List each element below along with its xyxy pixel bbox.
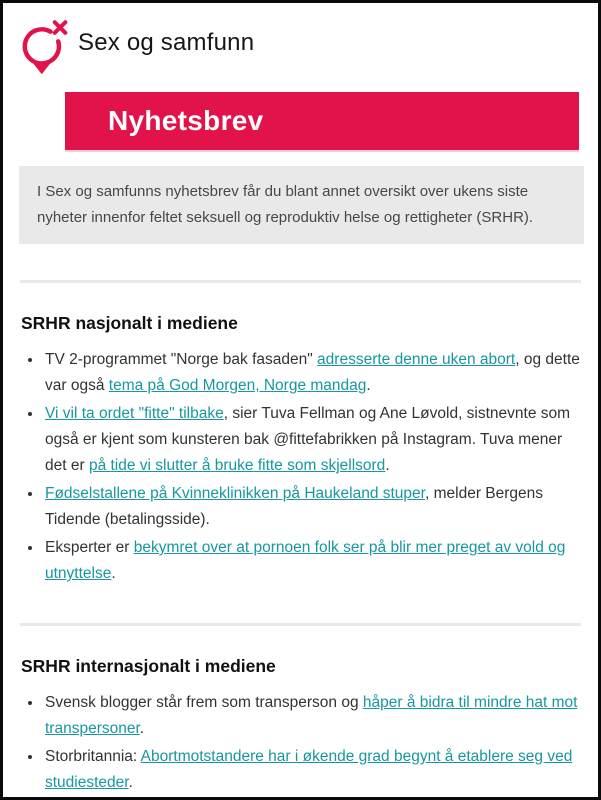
section-title-national: SRHR nasjonalt i mediene xyxy=(21,313,238,333)
news-text: . xyxy=(366,377,371,394)
section-title-international: SRHR internasjonalt i mediene xyxy=(21,656,276,676)
section-divider xyxy=(20,623,581,626)
section-international xyxy=(3,656,598,796)
news-text: . xyxy=(139,720,145,737)
news-item xyxy=(43,744,580,796)
news-text: . xyxy=(128,774,133,791)
brand-name: Sex og samfunn xyxy=(78,29,255,56)
news-text: , sier Tuva Fellman og Ane Løvold, sistnevnte som også er kjent som kunsteren bak @fittefabrikken på Instagram. Tuva mener det er xyxy=(45,405,571,474)
brand-header xyxy=(19,14,598,76)
news-text: , melder Bergens Tidende (betalingsside). xyxy=(45,485,544,528)
newsletter-banner xyxy=(65,92,579,150)
news-text: Storbritannia: xyxy=(45,748,141,765)
news-text: TV 2-programmet "Norge bak fasaden" xyxy=(45,351,318,368)
news-list-national xyxy=(21,347,580,587)
news-item xyxy=(43,690,580,742)
news-text: Eksperter er xyxy=(45,539,134,556)
section-national xyxy=(3,313,598,587)
gender-symbol-icon xyxy=(19,14,71,76)
news-item xyxy=(43,481,580,533)
section-divider xyxy=(20,280,581,283)
news-item xyxy=(43,347,580,399)
newsletter-title: Nyhetsbrev xyxy=(108,105,264,136)
news-link[interactable]: Fødselstallene på Kvinneklinikken på Haukeland stuper xyxy=(45,485,425,502)
news-list-international xyxy=(21,690,580,796)
news-text: . xyxy=(111,565,116,582)
intro-box xyxy=(19,166,584,244)
news-link[interactable]: tema på God Morgen, Norge mandag xyxy=(108,377,367,394)
news-item xyxy=(43,401,580,479)
news-link[interactable]: håper å bidra til mindre hat mot transpersoner xyxy=(45,694,578,737)
news-link[interactable]: bekymret over at pornoen folk ser på blir mer preget av vold og utnyttelse xyxy=(45,539,566,582)
news-text: . xyxy=(385,457,390,474)
news-text: Svensk blogger står frem som transperson og xyxy=(45,694,363,711)
news-link[interactable]: Vi vil ta ordet "fitte" tilbake xyxy=(45,405,224,422)
news-link[interactable]: på tide vi slutter å bruke fitte som skjellsord xyxy=(88,457,386,474)
news-text: , og dette var også xyxy=(45,351,580,394)
news-link[interactable]: Abortmotstandere har i økende grad begynt å etablere seg ved studiesteder xyxy=(45,748,573,791)
news-item xyxy=(43,535,580,587)
news-link[interactable]: adresserte denne uken abort xyxy=(317,351,516,368)
intro-text: I Sex og samfunns nyhetsbrev får du blant annet oversikt over ukens siste nyheter innenfor feltet seksuell og reproduktiv helse og rettigheter (SRHR). xyxy=(37,183,534,226)
